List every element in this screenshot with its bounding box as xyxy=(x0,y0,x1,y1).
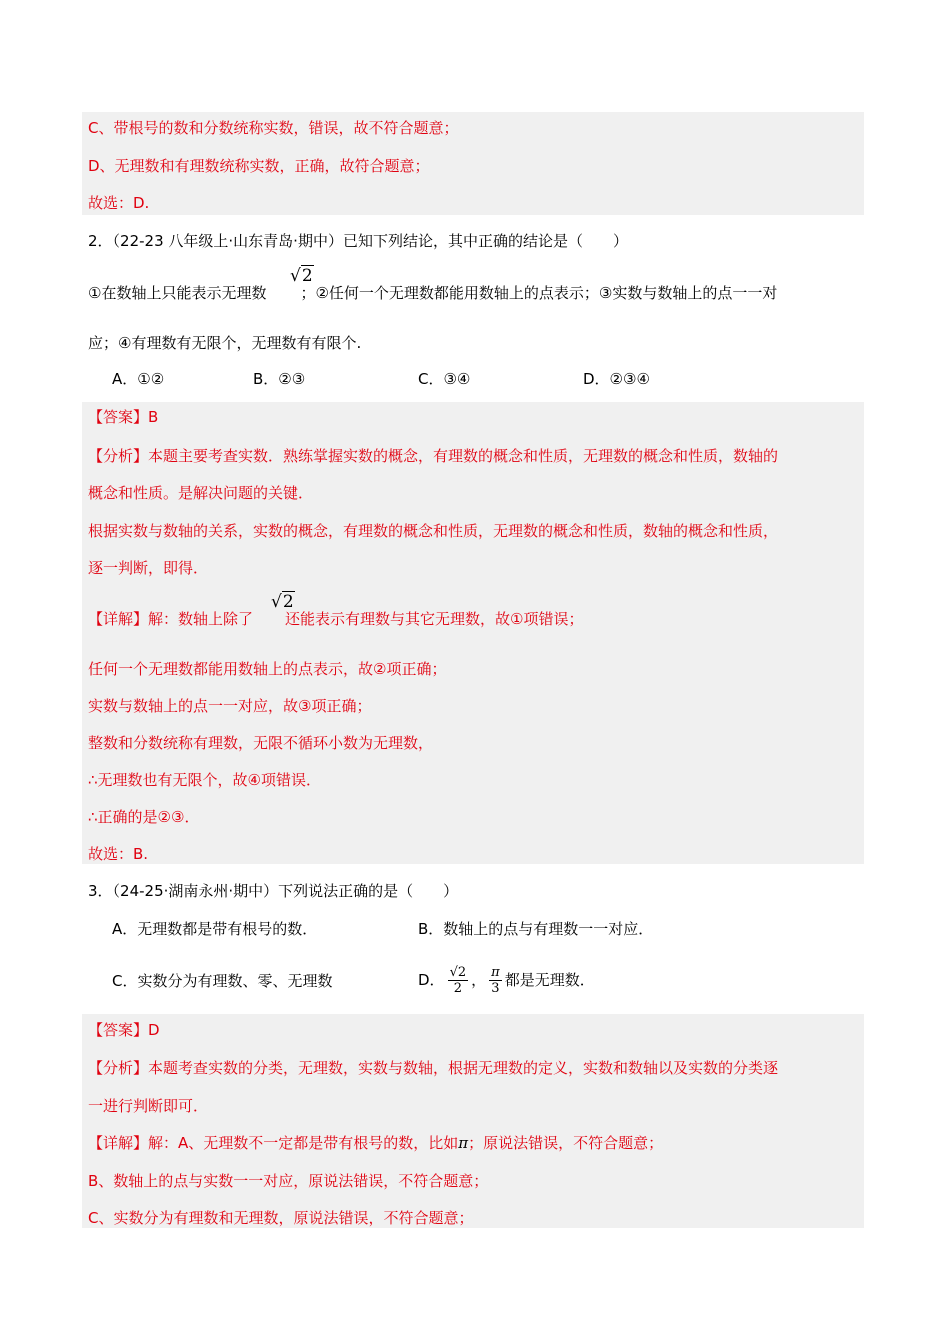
q3-analysis-line2: 一进行判断即可． xyxy=(88,1097,209,1115)
q3-detail-line1 xyxy=(88,1132,663,1154)
option-c-explanation: C、带根号的数和分数统称实数，错误，故不符合题意； xyxy=(88,119,459,137)
pi-over-3-fraction: $\frac{\pi}{3}$ xyxy=(491,964,500,996)
q2-detail-line1 xyxy=(88,608,583,630)
q2-statement-part2: ；②任何一个无理数都能用数轴上的点表示；③实数与数轴上的点一一对 xyxy=(300,284,778,302)
q2-detail-line5: ∴无理数也有无限个，故④项错误． xyxy=(88,771,321,789)
q3-option-d-suffix: 都是无理数． xyxy=(504,971,595,989)
q3-detail-part1: 【详解】解：A、无理数不一定都是带有根号的数，比如 xyxy=(88,1134,459,1152)
q2-analysis-line3: 根据实数与数轴的关系，实数的概念，有理数的概念和性质，无理数的概念和性质，数轴的概念和性质， xyxy=(88,522,779,540)
q2-detail-line4: 整数和分数统称有理数，无限不循环小数为无理数， xyxy=(88,734,434,752)
solution-block-q2 xyxy=(82,402,864,864)
q2-statement-line2: 应；④有理数有无限个，无理数有有限个. xyxy=(88,334,362,352)
q2-statement-line1 xyxy=(88,282,777,304)
selection: 故选：D. xyxy=(88,194,150,212)
pi-symbol: π xyxy=(458,1134,469,1152)
q2-detail-part1: 【详解】解：数轴上除了 xyxy=(88,610,254,628)
q2-number: 2． xyxy=(88,232,113,250)
q2-answer: 【答案】B xyxy=(88,408,159,426)
q2-detail-line6: ∴正确的是②③． xyxy=(88,808,200,826)
q3-detail-part2: ；原说法错误，不符合题意； xyxy=(468,1134,664,1152)
q2-header xyxy=(88,230,628,252)
q3-answer: 【答案】D xyxy=(88,1021,160,1039)
q2-stem: 已知下列结论，其中正确的结论是（ ） xyxy=(342,232,628,250)
q3-option-d-prefix: D． xyxy=(418,971,445,989)
q3-option-d-comma: ， xyxy=(471,971,487,989)
q2-analysis-line2: 概念和性质。是解决问题的关键． xyxy=(88,484,314,502)
q2-option-a[interactable]: A．①② xyxy=(112,370,165,388)
q3-option-c[interactable]: C．实数分为有理数、零、无理数 xyxy=(112,972,333,990)
q2-analysis-line1: 【分析】本题主要考查实数．熟练掌握实数的概念，有理数的概念和性质，无理数的概念和性质，数轴的 xyxy=(88,447,779,465)
q2-option-b[interactable]: B．②③ xyxy=(253,370,306,388)
q2-detail-line3: 实数与数轴上的点一一对应，故③项正确； xyxy=(88,697,372,715)
q2-analysis-line4: 逐一判断，即得． xyxy=(88,559,209,577)
sqrt2-over-2-fraction: $\frac{√2}{2}$ xyxy=(449,964,467,996)
q3-stem: 下列说法正确的是（ ） xyxy=(278,882,459,900)
q3-detail-line3: C、实数分为有理数和无理数，原说法错误，不符合题意； xyxy=(88,1209,474,1227)
q3-option-d[interactable] xyxy=(418,955,595,1005)
q3-option-a[interactable]: A．无理数都是带有根号的数． xyxy=(112,920,318,938)
sqrt2-symbol-detail: √2 xyxy=(271,592,294,612)
q3-header xyxy=(88,880,458,902)
q2-source: （22-23 八年级上·山东青岛·期中） xyxy=(112,232,343,250)
q3-detail-line2: B、数轴上的点与实数一一对应，原说法错误，不符合题意； xyxy=(88,1172,489,1190)
q3-source: （24-25·湖南永州·期中） xyxy=(112,882,279,900)
solution-block-q3 xyxy=(82,1014,864,1228)
q3-number: 3． xyxy=(88,882,113,900)
option-d-explanation: D、无理数和有理数统称实数，正确，故符合题意； xyxy=(88,157,430,175)
q2-statement-part1: ①在数轴上只能表示无理数 xyxy=(88,284,267,302)
q3-analysis-line1: 【分析】本题考查实数的分类，无理数，实数与数轴，根据无理数的定义，实数和数轴以及实数的分类逐 xyxy=(88,1059,779,1077)
q2-selection: 故选：B. xyxy=(88,845,149,863)
q2-detail-line2: 任何一个无理数都能用数轴上的点表示，故②项正确； xyxy=(88,660,447,678)
q2-option-d[interactable]: D．②③④ xyxy=(583,370,650,388)
sqrt2-symbol: √2 xyxy=(290,266,313,286)
q2-detail-part2: 还能表示有理数与其它无理数，故①项错误； xyxy=(285,610,584,628)
q3-option-b[interactable]: B．数轴上的点与有理数一一对应． xyxy=(418,920,654,938)
q2-option-c[interactable]: C．③④ xyxy=(418,370,471,388)
